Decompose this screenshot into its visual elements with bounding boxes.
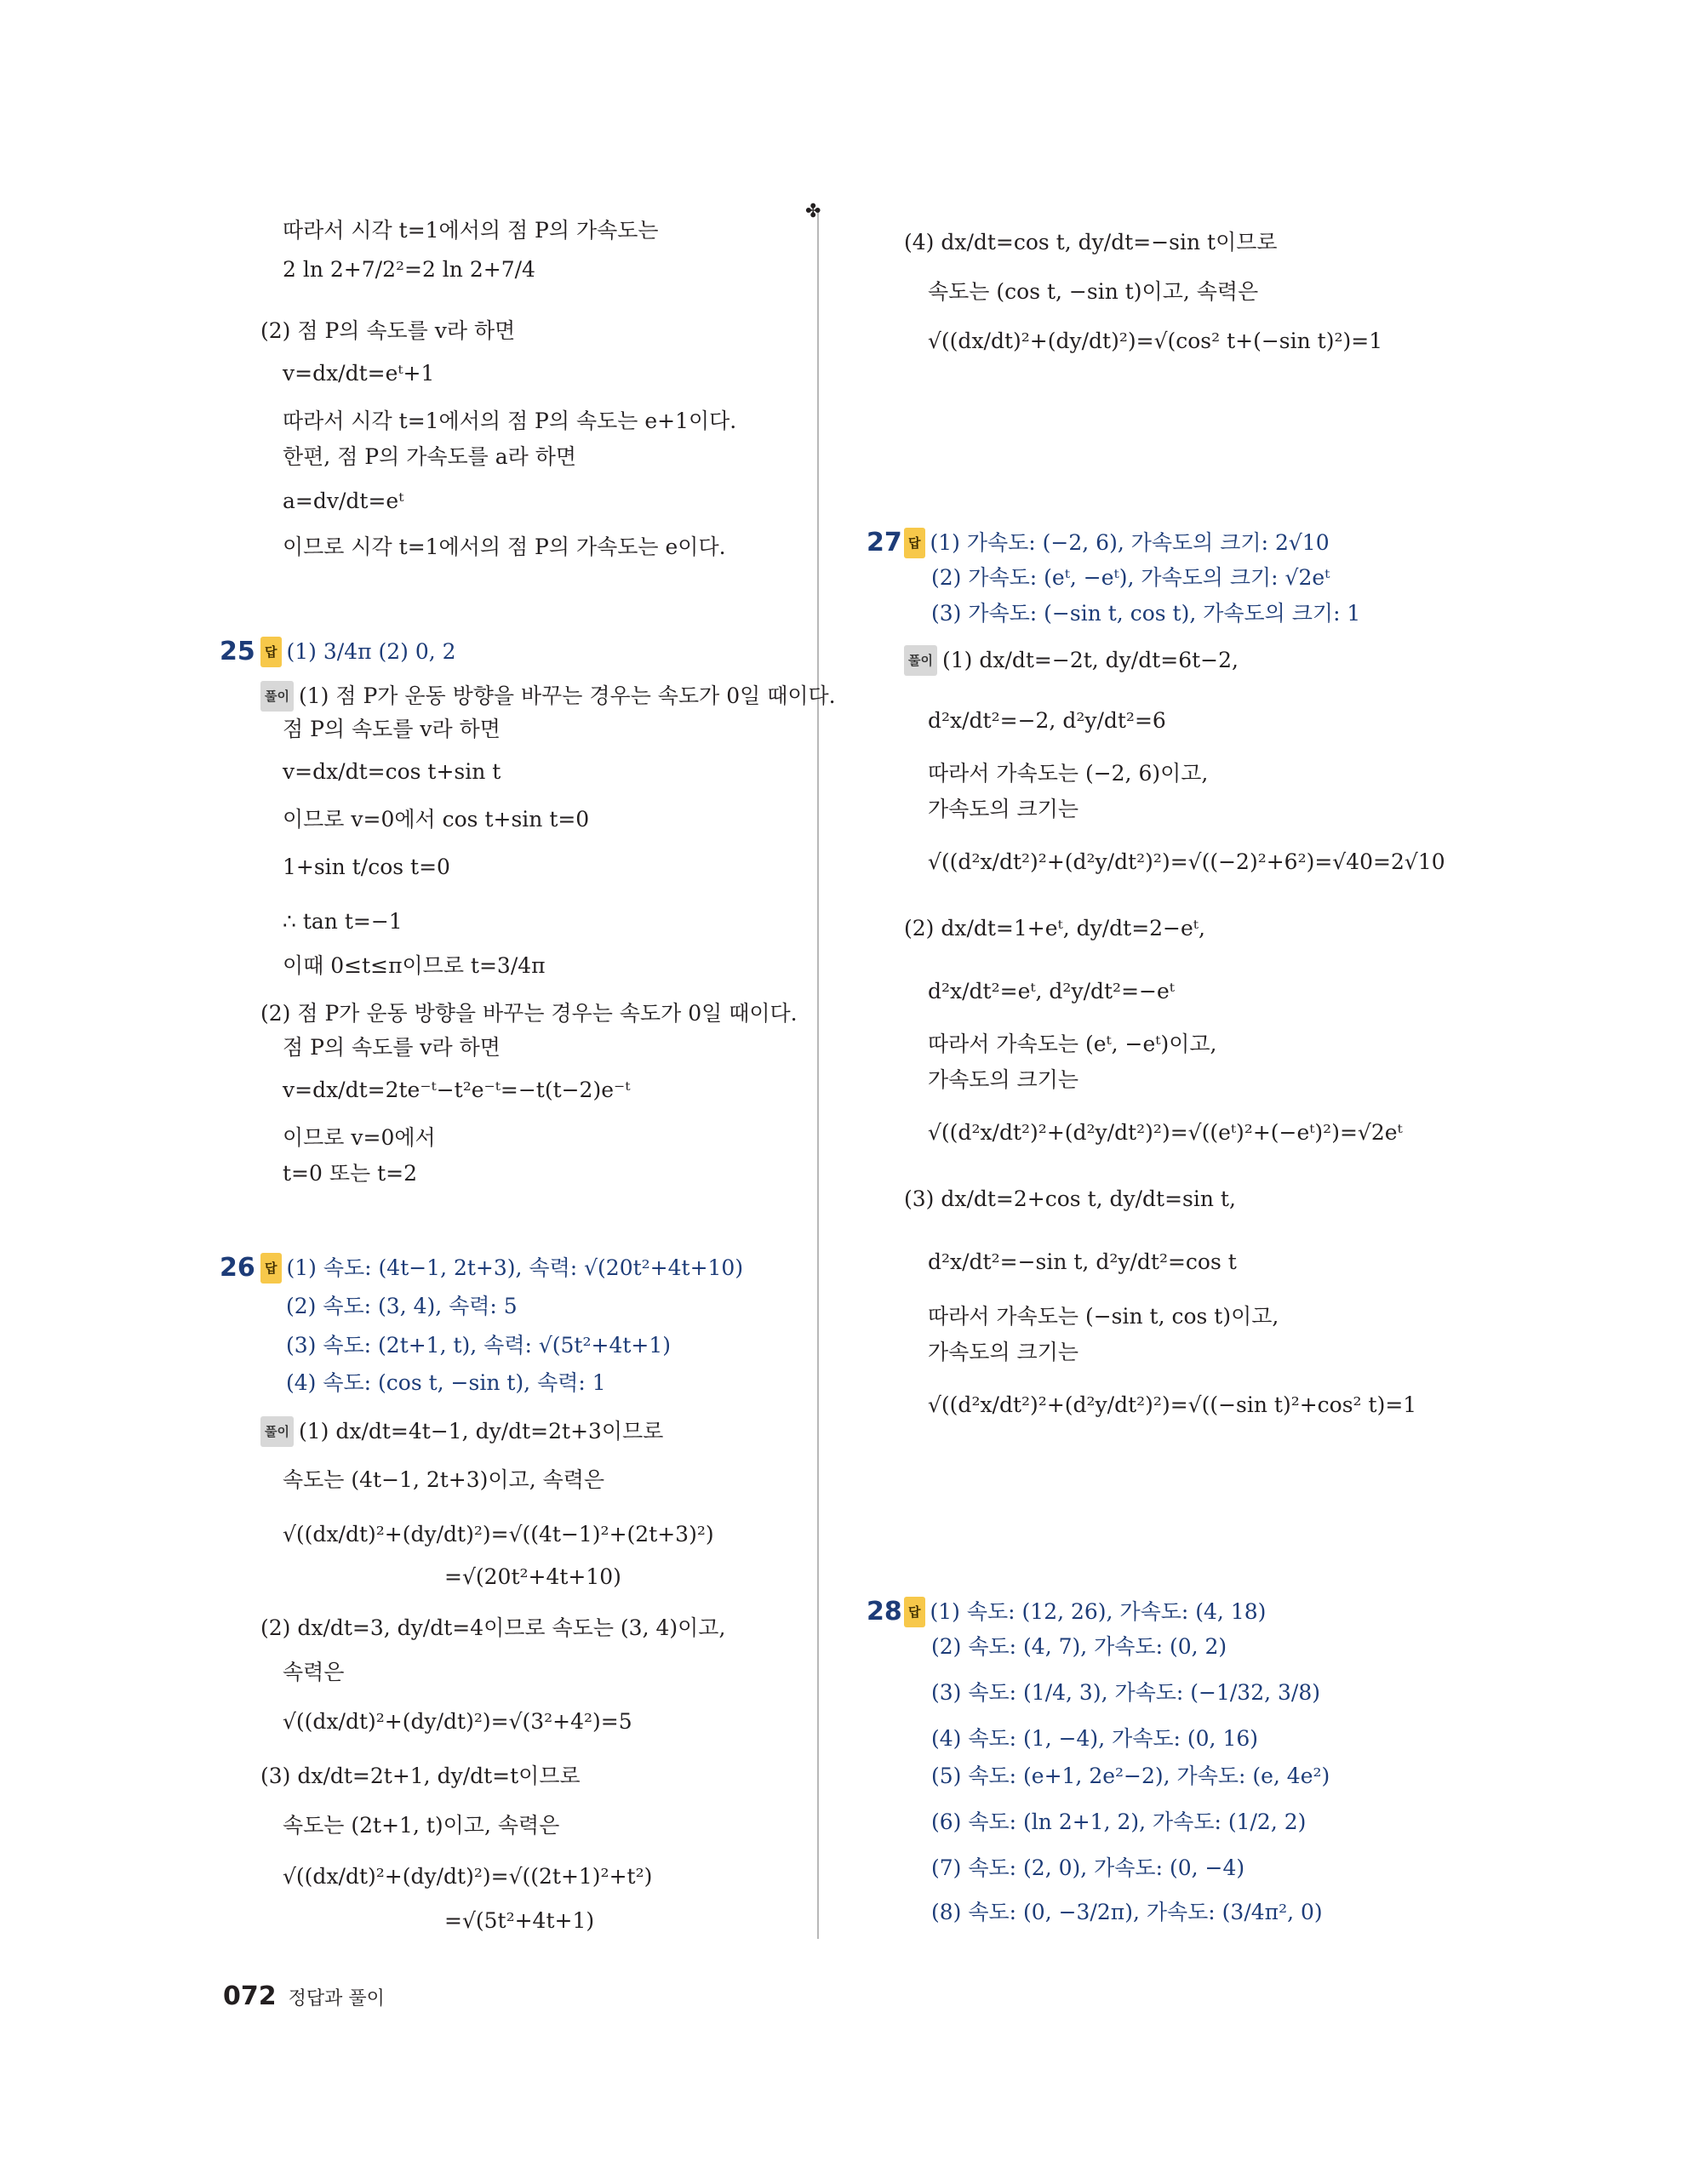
text-line: (1) 점 P가 운동 방향을 바꾸는 경우는 속도가 0일 때이다. (298, 683, 836, 708)
page-footer (223, 1981, 385, 2011)
text-line: 이므로 시각 t=1에서의 점 P의 가속도는 e이다. (283, 535, 726, 559)
text-line: √((dx/dt)²+(dy/dt)²)=√(3²+4²)=5 (283, 1709, 632, 1734)
answer-text: (4) 속도: (cos t, −sin t), 속력: 1 (286, 1370, 606, 1395)
answer-text: (2) 가속도: (eᵗ, −eᵗ), 가속도의 크기: √2eᵗ (931, 565, 1330, 590)
text-line: 점 P의 속도를 v라 하면 (283, 717, 501, 741)
text-line: t=0 또는 t=2 (283, 1161, 417, 1186)
text-line: 가속도의 크기는 (928, 797, 1078, 821)
answer-text: (3) 속도: (1/4, 3), 가속도: (−1/32, 3/8) (931, 1680, 1321, 1705)
text-line: (4) dx/dt=cos t, dy/dt=−sin t이므로 (904, 230, 1278, 254)
text-line: √((d²x/dt²)²+(d²y/dt²)²)=√((−2)²+6²)=√40=2√10 (928, 849, 1445, 874)
answer-text: (1) 속도: (4t−1, 2t+3), 속력: √(20t²+4t+10) (286, 1255, 744, 1280)
text-line: (3) dx/dt=2t+1, dy/dt=t이므로 (260, 1764, 581, 1788)
answer-text: (7) 속도: (2, 0), 가속도: (0, −4) (931, 1855, 1245, 1880)
text-line: a=dv/dt=eᵗ (283, 489, 404, 513)
text-line: 가속도의 크기는 (928, 1067, 1078, 1092)
answer-text: (2) 속도: (3, 4), 속력: 5 (286, 1294, 518, 1318)
text-line: √((d²x/dt²)²+(d²y/dt²)²)=√((eᵗ)²+(−eᵗ)²)=√2eᵗ (928, 1120, 1403, 1145)
solution-line (260, 1416, 663, 1447)
problem-number: 26 (220, 1253, 255, 1283)
answer-text: (3) 가속도: (−sin t, cos t), 가속도의 크기: 1 (931, 601, 1361, 626)
answer-text: (2) 속도: (4, 7), 가속도: (0, 2) (931, 1634, 1227, 1659)
text-line: 이므로 v=0에서 cos t+sin t=0 (283, 807, 590, 832)
page-number: 072 (223, 1981, 277, 2011)
text-line: √((dx/dt)²+(dy/dt)²)=√((2t+1)²+t²) (283, 1864, 653, 1889)
answer-line (904, 1597, 1266, 1627)
answer-text: (4) 속도: (1, −4), 가속도: (0, 16) (931, 1726, 1259, 1751)
problem-number: 28 (867, 1597, 902, 1627)
text-line: 따라서 가속도는 (−sin t, cos t)이고, (928, 1304, 1279, 1329)
text-line: 가속도의 크기는 (928, 1340, 1078, 1364)
text-line: 속도는 (2t+1, t)이고, 속력은 (283, 1813, 560, 1838)
text-line: v=dx/dt=2te⁻ᵗ−t²e⁻ᵗ=−t(t−2)e⁻ᵗ (283, 1078, 631, 1102)
answer-text: (1) 속도: (12, 26), 가속도: (4, 18) (930, 1599, 1267, 1624)
answer-tag: 답 (904, 1597, 925, 1627)
text-line: 점 P의 속도를 v라 하면 (283, 1035, 501, 1060)
text-line: 1+sin t/cos t=0 (283, 855, 450, 879)
answer-line (260, 1253, 743, 1284)
text-line: d²x/dt²=eᵗ, d²y/dt²=−eᵗ (928, 979, 1175, 1003)
text-line: d²x/dt²=−sin t, d²y/dt²=cos t (928, 1249, 1237, 1274)
text-line: v=dx/dt=eᵗ+1 (283, 361, 435, 386)
text-line: =√(5t²+4t+1) (444, 1908, 595, 1933)
text-line: (2) dx/dt=3, dy/dt=4이므로 속도는 (3, 4)이고, (260, 1615, 726, 1640)
solution-tag: 풀이 (904, 645, 937, 676)
problem-number: 25 (220, 637, 255, 666)
problem-number: 27 (867, 528, 902, 557)
answer-line (260, 637, 456, 667)
text-line: 따라서 시각 t=1에서의 점 P의 가속도는 (283, 218, 659, 243)
text-line: d²x/dt²=−2, d²y/dt²=6 (928, 708, 1166, 733)
text-line: 따라서 가속도는 (−2, 6)이고, (928, 761, 1209, 786)
text-line: 한편, 점 P의 가속도를 a라 하면 (283, 444, 577, 469)
solution-line (260, 681, 836, 712)
answer-line (904, 528, 1330, 558)
answer-text: (6) 속도: (ln 2+1, 2), 가속도: (1/2, 2) (931, 1810, 1307, 1834)
text-line: 2 ln 2+7/2²=2 ln 2+7/4 (283, 257, 535, 282)
text-line: (2) 점 P의 속도를 v라 하면 (260, 318, 516, 343)
solution-tag: 풀이 (260, 1416, 294, 1447)
column-divider (817, 211, 819, 1939)
text-line: 따라서 가속도는 (eᵗ, −eᵗ)이고, (928, 1032, 1217, 1056)
solution-tag: 풀이 (260, 681, 294, 712)
answer-text: (5) 속도: (e+1, 2e²−2), 가속도: (e, 4e²) (931, 1764, 1330, 1788)
answer-tag: 답 (260, 1253, 282, 1284)
text-line: (3) dx/dt=2+cos t, dy/dt=sin t, (904, 1186, 1236, 1211)
text-line: (2) 점 P가 운동 방향을 바꾸는 경우는 속도가 0일 때이다. (260, 1001, 798, 1026)
text-line: √((dx/dt)²+(dy/dt)²)=√((4t−1)²+(2t+3)²) (283, 1522, 714, 1547)
text-line: 이때 0≤t≤π이므로 t=3/4π (283, 953, 546, 978)
text-line: (2) dx/dt=1+eᵗ, dy/dt=2−eᵗ, (904, 916, 1205, 940)
answer-text: (1) 가속도: (−2, 6), 가속도의 크기: 2√10 (930, 530, 1330, 555)
answer-tag: 답 (904, 528, 925, 558)
text-line: =√(20t²+4t+10) (444, 1564, 621, 1589)
text-line: √((dx/dt)²+(dy/dt)²)=√(cos² t+(−sin t)²)=1 (928, 329, 1383, 353)
text-line: ∴ tan t=−1 (283, 909, 403, 934)
text-line: 속도는 (4t−1, 2t+3)이고, 속력은 (283, 1467, 605, 1492)
answer-text: (3) 속도: (2t+1, t), 속력: √(5t²+4t+1) (286, 1333, 672, 1358)
text-line: (1) dx/dt=−2t, dy/dt=6t−2, (941, 648, 1239, 672)
text-line: (1) dx/dt=4t−1, dy/dt=2t+3이므로 (298, 1419, 664, 1444)
text-line: 속도는 (cos t, −sin t)이고, 속력은 (928, 279, 1259, 304)
footer-label: 정답과 풀이 (288, 1988, 385, 2010)
answer-text: (1) 3/4π (2) 0, 2 (286, 639, 456, 664)
text-line: v=dx/dt=cos t+sin t (283, 759, 501, 784)
text-line: 속력은 (283, 1660, 345, 1684)
answer-tag: 답 (260, 637, 282, 667)
answer-text: (8) 속도: (0, −3/2π), 가속도: (3/4π², 0) (931, 1900, 1323, 1924)
text-line: 따라서 시각 t=1에서의 점 P의 속도는 e+1이다. (283, 409, 737, 433)
solution-line (904, 645, 1239, 676)
text-line: 이므로 v=0에서 (283, 1125, 436, 1150)
text-line: √((d²x/dt²)²+(d²y/dt²)²)=√((−sin t)²+cos² t)=1 (928, 1392, 1417, 1417)
divider-ornament-icon: ✤ (805, 201, 821, 222)
